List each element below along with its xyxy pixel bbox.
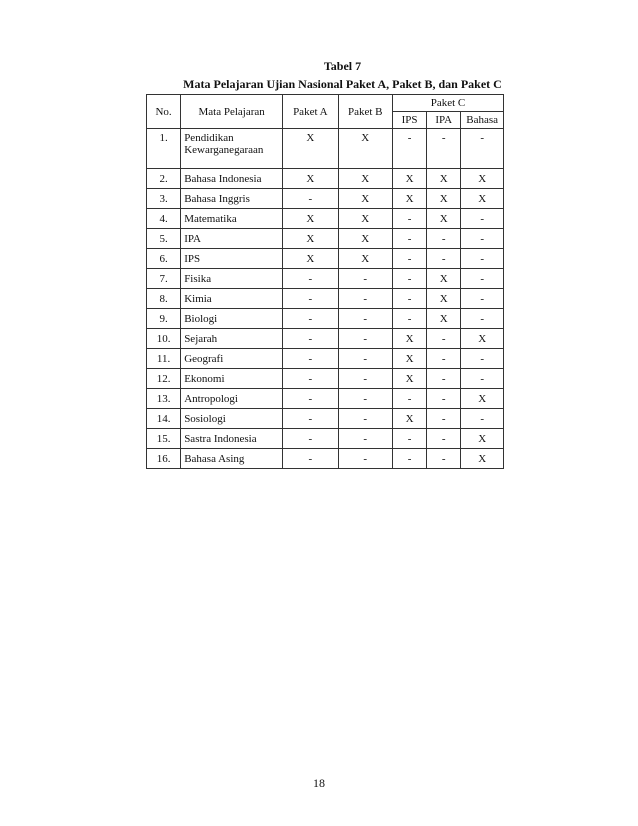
table-caption	[150, 59, 535, 91]
row-number: 15.	[147, 429, 181, 449]
ipa-cell: -	[427, 349, 461, 369]
paket-b-cell: X	[338, 129, 392, 169]
row-number: 3.	[147, 189, 181, 209]
ipa-cell: X	[427, 269, 461, 289]
ips-cell: X	[392, 369, 426, 389]
row-number: 1.	[147, 129, 181, 169]
subject-name: Biologi	[181, 309, 283, 329]
paket-b-cell: -	[338, 349, 392, 369]
subject-name: Sosiologi	[181, 409, 283, 429]
bahasa-cell: -	[461, 349, 504, 369]
subject-name: Ekonomi	[181, 369, 283, 389]
paket-b-cell: X	[338, 249, 392, 269]
table-row	[147, 329, 504, 349]
bahasa-cell: -	[461, 209, 504, 229]
table-row	[147, 129, 504, 169]
bahasa-cell: -	[461, 409, 504, 429]
header-ipa: IPA	[427, 112, 461, 129]
paket-a-cell: -	[283, 289, 338, 309]
bahasa-cell: X	[461, 329, 504, 349]
table-row	[147, 169, 504, 189]
paket-b-cell: X	[338, 169, 392, 189]
paket-b-cell: -	[338, 389, 392, 409]
bahasa-cell: -	[461, 369, 504, 389]
ips-cell: X	[392, 349, 426, 369]
subject-name: Bahasa Indonesia	[181, 169, 283, 189]
ipa-cell: X	[427, 209, 461, 229]
ips-cell: -	[392, 429, 426, 449]
bahasa-cell: X	[461, 449, 504, 469]
table-row	[147, 289, 504, 309]
header-ips: IPS	[392, 112, 426, 129]
table-row	[147, 449, 504, 469]
table-row	[147, 429, 504, 449]
row-number: 2.	[147, 169, 181, 189]
paket-b-cell: -	[338, 329, 392, 349]
row-number: 13.	[147, 389, 181, 409]
header-paket-a: Paket A	[283, 95, 338, 129]
paket-a-cell: -	[283, 309, 338, 329]
header-bahasa: Bahasa	[461, 112, 504, 129]
paket-a-cell: -	[283, 429, 338, 449]
bahasa-cell: X	[461, 169, 504, 189]
ipa-cell: -	[427, 449, 461, 469]
paket-b-cell: X	[338, 229, 392, 249]
ipa-cell: -	[427, 249, 461, 269]
table-row	[147, 249, 504, 269]
subject-name: Antropologi	[181, 389, 283, 409]
paket-a-cell: X	[283, 229, 338, 249]
row-number: 7.	[147, 269, 181, 289]
ipa-cell: -	[427, 429, 461, 449]
paket-a-cell: X	[283, 249, 338, 269]
bahasa-cell: X	[461, 189, 504, 209]
paket-a-cell: X	[283, 129, 338, 169]
ips-cell: -	[392, 229, 426, 249]
table-header	[147, 95, 504, 129]
subject-name: Matematika	[181, 209, 283, 229]
paket-a-cell: -	[283, 329, 338, 349]
ipa-cell: -	[427, 129, 461, 169]
header-no: No.	[147, 95, 181, 129]
table-body	[147, 129, 504, 469]
row-number: 4.	[147, 209, 181, 229]
ips-cell: X	[392, 409, 426, 429]
ipa-cell: X	[427, 309, 461, 329]
table-row	[147, 409, 504, 429]
row-number: 5.	[147, 229, 181, 249]
bahasa-cell: -	[461, 229, 504, 249]
header-subject: Mata Pelajaran	[181, 95, 283, 129]
row-number: 9.	[147, 309, 181, 329]
paket-b-cell: X	[338, 209, 392, 229]
bahasa-cell: -	[461, 129, 504, 169]
header-paket-b: Paket B	[338, 95, 392, 129]
subject-name: Sejarah	[181, 329, 283, 349]
subject-name: IPA	[181, 229, 283, 249]
paket-b-cell: -	[338, 289, 392, 309]
subject-name: Fisika	[181, 269, 283, 289]
ips-cell: -	[392, 129, 426, 169]
paket-a-cell: X	[283, 209, 338, 229]
row-number: 14.	[147, 409, 181, 429]
ipa-cell: X	[427, 289, 461, 309]
row-number: 11.	[147, 349, 181, 369]
ips-cell: -	[392, 289, 426, 309]
paket-a-cell: -	[283, 389, 338, 409]
table-row	[147, 309, 504, 329]
table-row	[147, 389, 504, 409]
ips-cell: -	[392, 309, 426, 329]
table-row	[147, 269, 504, 289]
subject-name: Pendidikan Kewarganegaraan	[181, 129, 283, 169]
ipa-cell: X	[427, 169, 461, 189]
bahasa-cell: X	[461, 389, 504, 409]
bahasa-cell: -	[461, 289, 504, 309]
row-number: 12.	[147, 369, 181, 389]
paket-b-cell: -	[338, 429, 392, 449]
paket-b-cell: -	[338, 369, 392, 389]
paket-a-cell: X	[283, 169, 338, 189]
bahasa-cell: -	[461, 249, 504, 269]
paket-a-cell: -	[283, 369, 338, 389]
ips-cell: X	[392, 329, 426, 349]
ipa-cell: X	[427, 189, 461, 209]
table-row	[147, 209, 504, 229]
ips-cell: -	[392, 249, 426, 269]
paket-b-cell: -	[338, 409, 392, 429]
paket-b-cell: -	[338, 269, 392, 289]
paket-b-cell: X	[338, 189, 392, 209]
paket-a-cell: -	[283, 449, 338, 469]
subject-name: Sastra Indonesia	[181, 429, 283, 449]
bahasa-cell: X	[461, 429, 504, 449]
table-row	[147, 349, 504, 369]
table-title: Tabel 7	[323, 59, 362, 73]
ips-cell: X	[392, 169, 426, 189]
ips-cell: -	[392, 449, 426, 469]
table-row	[147, 369, 504, 389]
ips-cell: -	[392, 209, 426, 229]
ips-cell: -	[392, 269, 426, 289]
ips-cell: X	[392, 189, 426, 209]
paket-b-cell: -	[338, 449, 392, 469]
ipa-cell: -	[427, 229, 461, 249]
header-row-top	[147, 95, 504, 112]
page-number: 18	[313, 776, 325, 790]
ips-cell: -	[392, 389, 426, 409]
row-number: 8.	[147, 289, 181, 309]
ipa-cell: -	[427, 329, 461, 349]
row-number: 6.	[147, 249, 181, 269]
subjects-table	[146, 94, 504, 469]
subject-name: Bahasa Asing	[181, 449, 283, 469]
subject-name: Kimia	[181, 289, 283, 309]
subject-name: Geografi	[181, 349, 283, 369]
subject-name: IPS	[181, 249, 283, 269]
table-row	[147, 189, 504, 209]
table-row	[147, 229, 504, 249]
paket-a-cell: -	[283, 349, 338, 369]
bahasa-cell: -	[461, 309, 504, 329]
bahasa-cell: -	[461, 269, 504, 289]
header-paket-c: Paket C	[392, 95, 503, 112]
subject-name: Bahasa Inggris	[181, 189, 283, 209]
row-number: 16.	[147, 449, 181, 469]
paket-a-cell: -	[283, 269, 338, 289]
table-subtitle: Mata Pelajaran Ujian Nasional Paket A, Paket B, dan Paket C	[183, 77, 502, 91]
ipa-cell: -	[427, 409, 461, 429]
ipa-cell: -	[427, 369, 461, 389]
paket-a-cell: -	[283, 189, 338, 209]
ipa-cell: -	[427, 389, 461, 409]
paket-a-cell: -	[283, 409, 338, 429]
paket-b-cell: -	[338, 309, 392, 329]
row-number: 10.	[147, 329, 181, 349]
